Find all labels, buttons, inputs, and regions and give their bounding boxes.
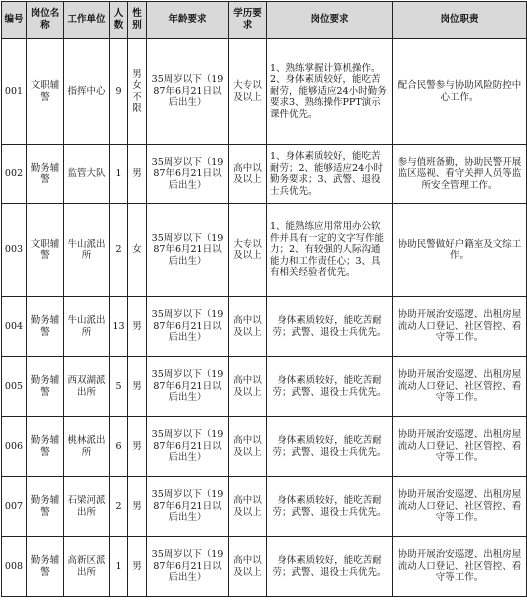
cell-duties: 协助开展治安巡逻、出租房屋流动人口登记、社区管控、看守等工作。 (393, 297, 527, 357)
cell-count: 1 (110, 145, 128, 204)
cell-duties: 协助开展治安巡逻、出租房屋流动人口登记、社区管控、看守等工作。 (393, 357, 527, 417)
cell-post: 勤务辅警 (27, 417, 64, 477)
cell-post: 文职辅警 (27, 204, 64, 297)
cell-post: 勤务辅警 (27, 145, 64, 204)
cell-education: 高中以及以上 (229, 477, 267, 537)
cell-id: 008 (2, 537, 27, 597)
cell-unit: 西双湖派出所 (64, 357, 110, 417)
cell-duties: 协助开展治安巡逻、出租房屋流动人口登记、社区管控、看守等工作。 (393, 537, 527, 597)
cell-gender: 女 (128, 204, 147, 297)
cell-post: 勤务辅警 (27, 357, 64, 417)
cell-age: 35周岁以下（1987年6月21日以后出生） (147, 145, 229, 204)
cell-age: 35周岁以下（1987年6月21日以后出生） (147, 39, 229, 145)
cell-duties: 协助开展治安巡逻、出租房屋流动人口登记、社区管控、看守等工作。 (393, 477, 527, 537)
cell-id: 006 (2, 417, 27, 477)
cell-age: 35周岁以下（1987年6月21日以后出生） (147, 417, 229, 477)
cell-education: 高中以及以上 (229, 537, 267, 597)
cell-gender: 男 (128, 477, 147, 537)
header-post: 岗位名称 (27, 2, 64, 39)
cell-id: 001 (2, 39, 27, 145)
cell-gender: 男女不限 (128, 39, 147, 145)
cell-post: 勤务辅警 (27, 297, 64, 357)
cell-count: 13 (110, 297, 128, 357)
cell-requirements: 1、身体素质较好，能吃苦耐劳；2、能够适应24小时勤务要求；3、武警、退役士兵优先。 (267, 145, 393, 204)
cell-gender: 男 (128, 297, 147, 357)
cell-count: 6 (110, 417, 128, 477)
table-row (2, 39, 527, 145)
cell-post: 文职辅警 (27, 39, 64, 145)
cell-id: 002 (2, 145, 27, 204)
cell-id: 007 (2, 477, 27, 537)
cell-unit: 监管大队 (64, 145, 110, 204)
cell-unit: 牛山派出所 (64, 297, 110, 357)
cell-requirements: 身体素质较好，能吃苦耐劳；武警、退役士兵优先。 (267, 357, 393, 417)
cell-education: 高中以及以上 (229, 145, 267, 204)
recruitment-table (1, 1, 527, 597)
header-unit: 工作单位 (64, 2, 110, 39)
cell-id: 005 (2, 357, 27, 417)
cell-gender: 男 (128, 417, 147, 477)
cell-education: 高中以及以上 (229, 357, 267, 417)
cell-requirements: 身体素质较好，能吃苦耐劳；武警、退役士兵优先。 (267, 537, 393, 597)
table-row (2, 297, 527, 357)
cell-count: 9 (110, 39, 128, 145)
cell-count: 2 (110, 477, 128, 537)
cell-gender: 男 (128, 145, 147, 204)
cell-count: 1 (110, 537, 128, 597)
cell-age: 35周岁以下（1987年6月21日以后出生） (147, 537, 229, 597)
table-row (2, 477, 527, 537)
header-education: 学历要求 (229, 2, 267, 39)
cell-unit: 指挥中心 (64, 39, 110, 145)
cell-age: 35周岁以下（1987年6月21日以后出生） (147, 357, 229, 417)
cell-gender: 男 (128, 537, 147, 597)
cell-duties: 协助开展治安巡逻、出租房屋流动人口登记、社区管控、看守等工作。 (393, 417, 527, 477)
cell-post: 勤务辅警 (27, 537, 64, 597)
cell-duties: 协助民警做好户籍室及文综工作。 (393, 204, 527, 297)
table-row (2, 145, 527, 204)
cell-requirements: 1、熟练掌握计算机操作。2、身体素质较好，能吃苦耐劳，能够适应24小时勤务要求3、熟练操作PPT演示课件优先。 (267, 39, 393, 145)
cell-education: 大专以及以上 (229, 204, 267, 297)
cell-age: 35周岁以下（1987年6月21日以后出生） (147, 477, 229, 537)
cell-requirements: 身体素质较好，能吃苦耐劳；武警、退役士兵优先。 (267, 477, 393, 537)
cell-unit: 石梁河派出所 (64, 477, 110, 537)
cell-education: 大专以及以上 (229, 39, 267, 145)
header-age: 年龄要求 (147, 2, 229, 39)
cell-age: 35周岁以下（1987年6月21日以后出生） (147, 204, 229, 297)
table-row (2, 357, 527, 417)
cell-duties: 配合民警参与协助风险防控中心工作。 (393, 39, 527, 145)
cell-id: 003 (2, 204, 27, 297)
cell-education: 高中以及以上 (229, 297, 267, 357)
cell-requirements: 身体素质较好，能吃苦耐劳；武警、退役士兵优先。 (267, 297, 393, 357)
header-requirements: 岗位要求 (267, 2, 393, 39)
cell-duties: 参与值班备勤，协助民警开展监区巡视、看守关押人员等监所安全管理工作。 (393, 145, 527, 204)
cell-age: 35周岁以下（1987年6月21日以后出生） (147, 297, 229, 357)
header-count: 人数 (110, 2, 128, 39)
header-id: 编号 (2, 2, 27, 39)
cell-gender: 男 (128, 357, 147, 417)
table-header-row (2, 2, 527, 39)
table-row (2, 417, 527, 477)
table-row (2, 204, 527, 297)
cell-count: 5 (110, 357, 128, 417)
recruitment-table-container (1, 1, 526, 597)
cell-unit: 牛山派出所 (64, 204, 110, 297)
header-duties: 岗位职责 (393, 2, 527, 39)
cell-count: 2 (110, 204, 128, 297)
cell-post: 勤务辅警 (27, 477, 64, 537)
cell-unit: 桃林派出所 (64, 417, 110, 477)
cell-requirements: 1、能熟练应用常用办公软件并具有一定的文字写作能力；2、有较强的人际沟通能力和工作责任心；3、具有相关经验者优先。 (267, 204, 393, 297)
cell-education: 高中以及以上 (229, 417, 267, 477)
cell-id: 004 (2, 297, 27, 357)
cell-unit: 高新区派出所 (64, 537, 110, 597)
cell-requirements: 身体素质较好，能吃苦耐劳；武警、退役士兵优先。 (267, 417, 393, 477)
table-row (2, 537, 527, 597)
header-gender: 性别 (128, 2, 147, 39)
